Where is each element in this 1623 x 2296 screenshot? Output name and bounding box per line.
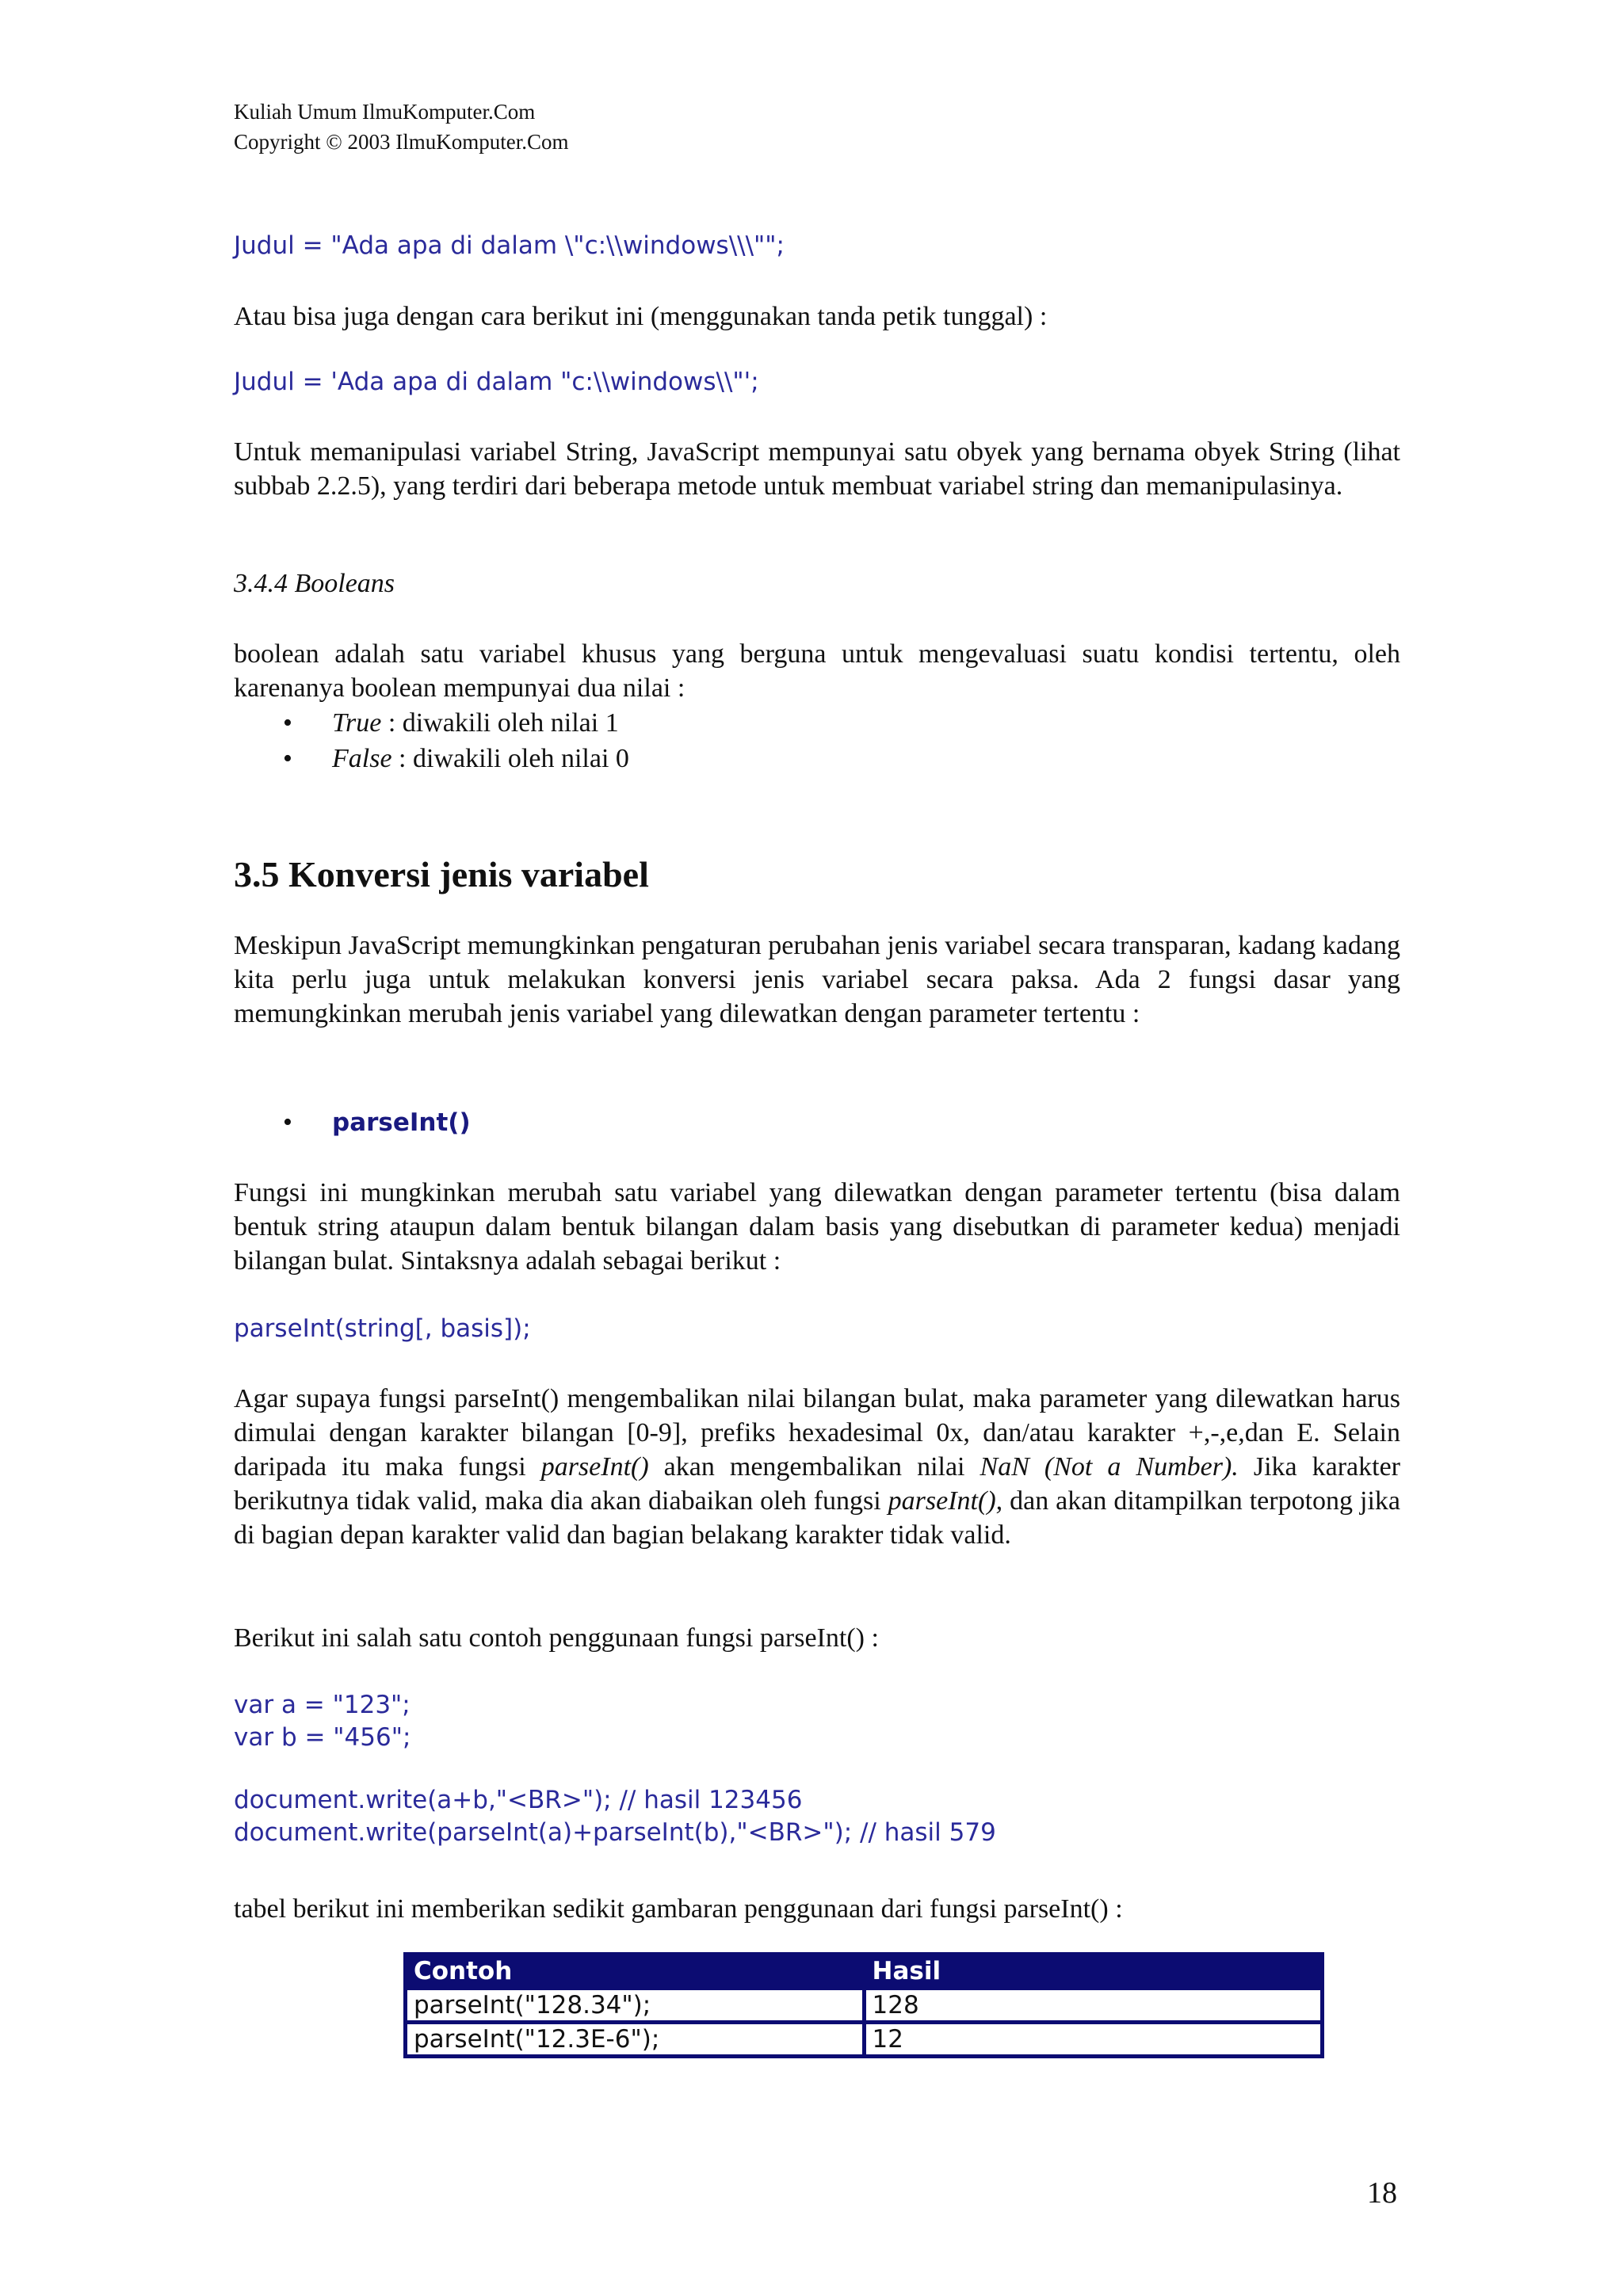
bullet-parseint: [234, 1104, 1400, 1140]
header-line-1: Kuliah Umum IlmuKomputer.Com: [234, 100, 536, 124]
section-heading: [234, 852, 1400, 897]
paragraph-5: [234, 1176, 1400, 1278]
paragraph-boolean-intro: boolean adalah satu variabel khusus yang berguna untuk mengevaluasi suatu kondisi tertentu, oleh karenanya boolean mempunyai dua nilai :: [234, 639, 1400, 703]
table-cell: parseInt("128.34");: [407, 1990, 862, 2020]
paragraph-table-intro: tabel berikut ini memberikan sedikit gambaran penggunaan dari fungsi parseInt() :: [234, 1894, 1123, 1924]
paragraph-1: [234, 299, 1400, 334]
bullet-term: False: [332, 744, 392, 773]
code-line: var b = "456";: [234, 1723, 411, 1752]
code-syntax: parseInt(string[, basis]);: [234, 1314, 531, 1343]
code-line-blank: [234, 1754, 1400, 1784]
table-header-row: [407, 1956, 1320, 1986]
paragraph-string-object: Untuk memanipulasi variabel String, JavaScript mempunyai satu obyek yang bernama obyek String (lihat subbab 2.2.5), yang terdiri dari beberapa metode untuk membuat variabel string dan memanipulasinya.: [234, 437, 1400, 501]
code-single-quote-string: Judul = 'Ada apa di dalam "c:\\windows\\"';: [234, 368, 759, 396]
text-run: Agar supaya fungsi parseInt() mengembalikan nilai bilangan bulat, maka parameter yang dilewatkan harus dimulai dengan karakter bilangan [0-9], prefiks hexadesimal 0x, dan/atau karakter +,-,e,dan E. Selain daripada itu maka fungsi: [234, 1384, 1400, 1482]
bullet-true: [234, 705, 1400, 741]
text-run: Jika karakter berikutnya tidak valid, maka dia akan diabaikan oleh fungsi: [234, 1452, 1401, 1516]
bullet-item: [234, 1104, 1400, 1140]
paragraph-parseint-desc: Fungsi ini mungkinkan merubah satu variabel yang dilewatkan dengan parameter tertentu (bisa dalam bentuk string ataupun dalam bentuk bilangan dalam basis yang disebutkan di parameter kedua) menjadi bilangan bulat. Sintaksnya adalah sebagai berikut :: [234, 1178, 1400, 1276]
paragraph-4: [234, 929, 1400, 1031]
paragraph-8: [234, 1892, 1400, 1926]
paragraph-parseint-rules: [234, 1382, 1400, 1552]
text-run: akan mengembalikan nilai: [648, 1452, 980, 1482]
subheading-booleans: [234, 566, 1400, 601]
bullet-term: True: [332, 708, 382, 738]
code-line-2: [234, 366, 1400, 399]
bullet-false: [234, 741, 1400, 776]
table-cell: parseInt("12.3E-6");: [407, 2024, 862, 2054]
bullet-function-name: parseInt(): [332, 1108, 471, 1137]
italic-run: parseInt(): [540, 1452, 649, 1482]
page-number: 18: [1367, 2176, 1397, 2210]
italic-run: parseInt(),: [888, 1486, 1003, 1516]
code-line-1: [234, 230, 1400, 262]
code-line: var a = "123";: [234, 1691, 411, 1719]
paragraph-3: [234, 637, 1400, 776]
code-escaped-string: Judul = "Ada apa di dalam \"c:\\windows\\\"";: [234, 231, 785, 260]
table-cell: 12: [866, 2024, 1321, 2054]
header-line-2: Copyright © 2003 IlmuKomputer.Com: [234, 130, 569, 154]
page-header: [234, 97, 569, 157]
bullet-dot: •: [283, 744, 292, 773]
paragraph-6: [234, 1382, 1400, 1552]
paragraph-single-quote-intro: Atau bisa juga dengan cara berikut ini (menggunakan tanda petik tunggal) :: [234, 302, 1048, 331]
paragraph-7: [234, 1621, 1400, 1655]
paragraph-conversion-intro: Meskipun JavaScript memungkinkan pengaturan perubahan jenis variabel secara transparan, kadang kadang kita perlu juga untuk melakukan konversi jenis variabel secara paksa. Ada 2 fungsi dasar yang memungkinkan merubah jenis variabel yang dilewatkan dengan parameter tertentu :: [234, 931, 1400, 1028]
bullet-desc: : diwakili oleh nilai 0: [391, 744, 629, 773]
parseint-examples-table: [403, 1952, 1324, 2058]
paragraph-2: [234, 435, 1400, 503]
bullet-dot: •: [283, 1108, 292, 1137]
subheading-text: 3.4.4 Booleans: [234, 569, 395, 598]
table-row: [407, 2024, 1320, 2054]
table-header-contoh: Contoh: [407, 1956, 862, 1986]
section-title: 3.5 Konversi jenis variabel: [234, 854, 649, 894]
text-run: dan akan ditampilkan terpotong jika di bagian depan karakter valid dan bagian belakang karakter tidak valid.: [234, 1486, 1400, 1550]
example-code-block: [234, 1689, 1400, 1849]
syntax-line: [234, 1313, 1400, 1345]
table-header-hasil: Hasil: [866, 1956, 1321, 1986]
italic-run: NaN (Not a Number).: [980, 1452, 1239, 1482]
table-cell: 128: [866, 1990, 1321, 2020]
paragraph-example-intro: Berikut ini salah satu contoh penggunaan fungsi parseInt() :: [234, 1623, 879, 1653]
code-line: document.write(parseInt(a)+parseInt(b),"<BR>"); // hasil 579: [234, 1818, 996, 1847]
table-row: [407, 1990, 1320, 2020]
code-line: document.write(a+b,"<BR>"); // hasil 123456: [234, 1786, 803, 1814]
bullet-desc: : diwakili oleh nilai 1: [381, 708, 619, 738]
bullet-dot: •: [283, 708, 292, 738]
